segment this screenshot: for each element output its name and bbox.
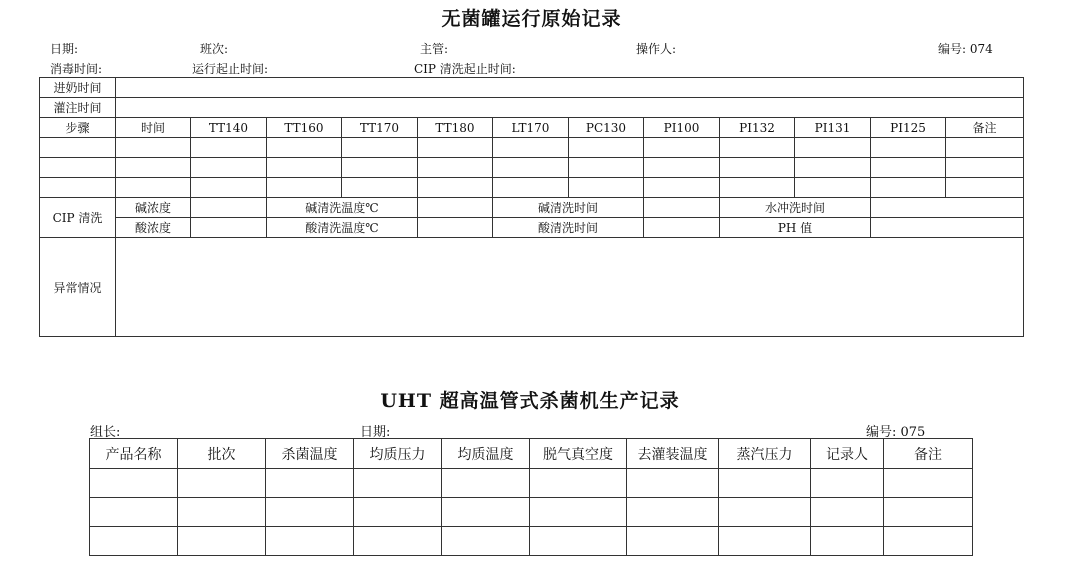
header-cell: TT170 <box>342 118 418 138</box>
cell[interactable] <box>418 158 493 178</box>
cell[interactable] <box>719 469 811 498</box>
header-cell: 杀菌温度 <box>266 439 354 469</box>
acid-temp-value[interactable] <box>418 218 493 238</box>
cell[interactable] <box>871 178 946 198</box>
cell[interactable] <box>530 498 627 527</box>
cell[interactable] <box>267 138 342 158</box>
header-cell: 均质压力 <box>354 439 442 469</box>
abnormal-cell[interactable] <box>116 238 1024 337</box>
cell[interactable] <box>811 469 884 498</box>
cell[interactable] <box>40 178 116 198</box>
table-row <box>40 138 1024 158</box>
acid-conc-value[interactable] <box>191 218 267 238</box>
cell[interactable] <box>884 469 973 498</box>
header-cell: PC130 <box>569 118 644 138</box>
fill-time-cell[interactable] <box>116 98 1024 118</box>
cell[interactable] <box>40 138 116 158</box>
header-cell: 去灌装温度 <box>627 439 719 469</box>
form2-title: UHT 超高温管式杀菌机生产记录 <box>380 390 680 412</box>
cell[interactable] <box>178 498 266 527</box>
cell[interactable] <box>719 527 811 556</box>
form2-number: 编号: 075 <box>866 425 926 440</box>
cell[interactable] <box>342 158 418 178</box>
cell[interactable] <box>884 498 973 527</box>
cell[interactable] <box>342 138 418 158</box>
fill-time-label: 灌注时间 <box>40 98 116 118</box>
cell[interactable] <box>116 138 191 158</box>
cell[interactable] <box>946 138 1024 158</box>
alkali-time-value[interactable] <box>644 198 720 218</box>
form1-header-row <box>40 118 1024 138</box>
acid-conc-label: 酸浓度 <box>116 218 191 238</box>
cip-alkali-row <box>40 198 1024 218</box>
header-cell: 批次 <box>178 439 266 469</box>
cell[interactable] <box>442 527 530 556</box>
cell[interactable] <box>569 178 644 198</box>
cell[interactable] <box>191 178 267 198</box>
shift-label: 班次: <box>200 42 229 56</box>
cell[interactable] <box>418 138 493 158</box>
cell[interactable] <box>493 138 569 158</box>
cell[interactable] <box>884 527 973 556</box>
acid-temp-label: 酸清洗温度℃ <box>267 218 418 238</box>
form1-title: 无菌罐运行原始记录 <box>441 8 622 30</box>
header-cell: 蒸汽压力 <box>719 439 811 469</box>
milk-in-time-label: 进奶时间 <box>40 78 116 98</box>
abnormal-label: 异常情况 <box>40 238 116 337</box>
cell[interactable] <box>644 158 720 178</box>
cell[interactable] <box>266 469 354 498</box>
table-row <box>90 498 973 527</box>
header-cell: 时间 <box>116 118 191 138</box>
alkali-temp-value[interactable] <box>418 198 493 218</box>
cell[interactable] <box>811 527 884 556</box>
cell[interactable] <box>418 178 493 198</box>
table-row <box>40 158 1024 178</box>
header-cell: 记录人 <box>811 439 884 469</box>
cell[interactable] <box>795 178 871 198</box>
cell[interactable] <box>644 138 720 158</box>
cell[interactable] <box>266 498 354 527</box>
header-cell: PI100 <box>644 118 720 138</box>
cell[interactable] <box>946 178 1024 198</box>
cell[interactable] <box>795 138 871 158</box>
cell[interactable] <box>90 498 178 527</box>
header-cell: PI131 <box>795 118 871 138</box>
cell[interactable] <box>493 158 569 178</box>
water-time-value[interactable] <box>871 198 1024 218</box>
cip-time-label: CIP 清洗起止时间: <box>414 62 516 76</box>
header-cell: 步骤 <box>40 118 116 138</box>
form2-date-label: 日期: <box>360 425 391 440</box>
header-cell: 均质温度 <box>442 439 530 469</box>
date-label: 日期: <box>50 42 79 56</box>
disinfect-time-label: 消毒时间: <box>50 62 103 76</box>
alkali-conc-label: 碱浓度 <box>116 198 191 218</box>
alkali-temp-label: 碱清洗温度℃ <box>267 198 418 218</box>
table-row <box>40 178 1024 198</box>
cell[interactable] <box>627 498 719 527</box>
cell[interactable] <box>811 498 884 527</box>
operator-label: 操作人: <box>636 42 677 56</box>
cell[interactable] <box>871 138 946 158</box>
header-cell: 备注 <box>946 118 1024 138</box>
abnormal-row <box>40 238 1024 337</box>
cell[interactable] <box>442 469 530 498</box>
header-cell: 备注 <box>884 439 973 469</box>
cell[interactable] <box>569 158 644 178</box>
cell[interactable] <box>795 158 871 178</box>
uht-production-record-table <box>89 438 973 556</box>
cell[interactable] <box>946 158 1024 178</box>
cell[interactable] <box>342 178 418 198</box>
header-cell: 脱气真空度 <box>530 439 627 469</box>
cell[interactable] <box>530 469 627 498</box>
run-time-label: 运行起止时间: <box>192 62 269 76</box>
table-row <box>90 469 973 498</box>
cell[interactable] <box>493 178 569 198</box>
table-row <box>90 527 973 556</box>
alkali-conc-value[interactable] <box>191 198 267 218</box>
cell[interactable] <box>569 138 644 158</box>
cell[interactable] <box>530 527 627 556</box>
ph-value-label: PH 值 <box>720 218 871 238</box>
cell[interactable] <box>720 158 795 178</box>
cell[interactable] <box>178 527 266 556</box>
cip-acid-row <box>40 218 1024 238</box>
cell[interactable] <box>627 527 719 556</box>
cip-clean-label: CIP 清洗 <box>40 198 116 238</box>
ph-value-cell[interactable] <box>871 218 1024 238</box>
cell[interactable] <box>719 498 811 527</box>
supervisor-label: 主管: <box>420 42 449 56</box>
cell[interactable] <box>90 527 178 556</box>
cell[interactable] <box>267 158 342 178</box>
alkali-time-label: 碱清洗时间 <box>493 198 644 218</box>
cell[interactable] <box>40 158 116 178</box>
cell[interactable] <box>267 178 342 198</box>
milk-in-time-cell[interactable] <box>116 78 1024 98</box>
cell[interactable] <box>191 158 267 178</box>
leader-label: 组长: <box>90 425 121 440</box>
cell[interactable] <box>720 138 795 158</box>
cell[interactable] <box>644 178 720 198</box>
cell[interactable] <box>178 469 266 498</box>
cell[interactable] <box>442 498 530 527</box>
water-time-label: 水冲洗时间 <box>720 198 871 218</box>
header-cell: LT170 <box>493 118 569 138</box>
cell[interactable] <box>871 158 946 178</box>
acid-time-value[interactable] <box>644 218 720 238</box>
header-cell: TT140 <box>191 118 267 138</box>
form2-header-row <box>90 439 973 469</box>
cell[interactable] <box>627 469 719 498</box>
cell[interactable] <box>191 138 267 158</box>
cell[interactable] <box>720 178 795 198</box>
cell[interactable] <box>116 178 191 198</box>
form1-number: 编号: 074 <box>938 42 993 56</box>
cell[interactable] <box>116 158 191 178</box>
header-cell: TT180 <box>418 118 493 138</box>
header-cell: PI132 <box>720 118 795 138</box>
cell[interactable] <box>266 527 354 556</box>
header-cell: TT160 <box>267 118 342 138</box>
header-cell: PI125 <box>871 118 946 138</box>
cell[interactable] <box>90 469 178 498</box>
cell[interactable] <box>354 469 442 498</box>
header-cell: 产品名称 <box>90 439 178 469</box>
tank-run-record-table <box>39 77 1024 337</box>
cell[interactable] <box>354 527 442 556</box>
acid-time-label: 酸清洗时间 <box>493 218 644 238</box>
cell[interactable] <box>354 498 442 527</box>
